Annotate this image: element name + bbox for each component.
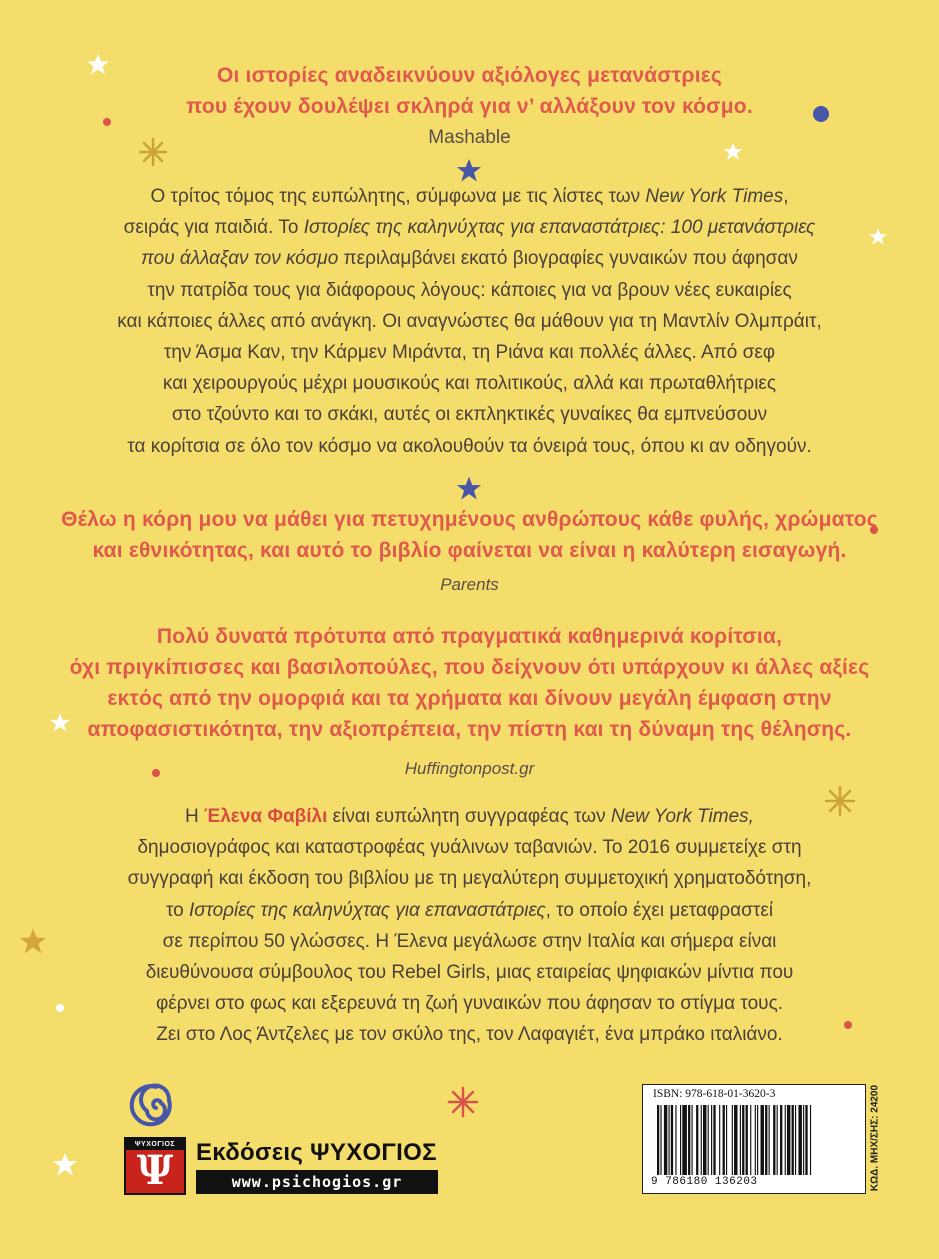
barcode-bar xyxy=(798,1105,801,1175)
quote-huffingtonpost xyxy=(0,621,939,745)
quote-line: Οι ιστορίες αναδεικνύουν αξιόλογες μετανάστριες xyxy=(216,64,723,87)
quote-line: Πολύ δυνατά πρότυπα από πραγματικά καθημερινά κορίτσια, xyxy=(156,625,783,648)
barcode-bar xyxy=(805,1105,807,1175)
barcode-bar xyxy=(746,1105,748,1175)
blue-spiral-icon xyxy=(132,1086,170,1125)
barcode-bar xyxy=(713,1105,715,1175)
quote-line: Θέλω η κόρη μου να μάθει για πετυχημένους ανθρώπους κάθε φυλής, χρώματος xyxy=(61,508,878,531)
barcode-bar xyxy=(732,1105,733,1175)
barcode-bar xyxy=(723,1105,725,1175)
barcode-bar xyxy=(803,1105,804,1175)
barcode-bar xyxy=(773,1105,775,1175)
quote-source: Huffingtonpost.gr xyxy=(404,759,535,778)
quote-line: όχι πριγκίπισσες και βασιλοπούλες, που δείχνουν ότι υπάρχουν κι άλλες αξίες xyxy=(69,656,870,679)
barcode-bar xyxy=(757,1105,758,1175)
quote-parents xyxy=(0,504,939,566)
blue-star-icon xyxy=(457,477,481,500)
publisher-name: Εκδόσεις ΨΥΧΟΓΙΟΣ xyxy=(196,1139,437,1166)
barcode-bar xyxy=(761,1105,764,1175)
barcode-bar xyxy=(726,1105,727,1175)
barcode-bar xyxy=(792,1105,794,1175)
isbn-label: ISBN: 978-618-01-3620-3 xyxy=(653,1088,776,1100)
red-sparkle-icon xyxy=(449,1088,477,1116)
barcode-bar xyxy=(711,1105,712,1175)
barcode-digits: 9 786180 136203 xyxy=(651,1176,758,1188)
quote-line: που έχουν δουλέψει σκληρά για ν’ αλλάξουν τον κόσμο. xyxy=(186,95,753,118)
blue-star-icon xyxy=(457,159,481,182)
publisher-url: www.psichogios.gr xyxy=(196,1170,438,1194)
barcode-bar xyxy=(785,1105,786,1175)
book-description: Ο τρίτος τόμος της ευπώλητης, σύμφωνα με τις λίστες των New York Times, σειράς για παιδιά. Το Ιστορίες της καληνύχτας για επαναστάτριες: 100 μετανάστριες που άλλαξαν τον κόσμο περιλαμβάνει εκατό βιογραφίες γυναικών που άφησαν την πατρίδα τους για διάφορους λόγους: κάποιες για να βρουν νέες ευκαιρίες και κάποιες άλλες από ανάγκη. Οι αναγνώστες θα μάθουν για τη Μαντλίν Ολμπράιτ, την Άσμα Καν, την Κάρμεν Μιράντα, τη Ριάνα και πολλές άλλες. Από σεφ και χειρουργούς μέχρι μουσικούς και πολιτικούς, αλλά και πρωταθλήτριες στο τζούντο και το σκάκι, αυτές οι εκπληκτικές γυναίκες θα εμπνεύσουν τα κορίτσια σε όλο τον κόσμο να ακολουθούν τα όνειρά τους, όπου κι αν οδηγούν. xyxy=(117,186,822,457)
barcode-bar xyxy=(696,1105,698,1175)
white-star-icon xyxy=(53,1153,77,1176)
barcode-bar xyxy=(769,1105,770,1175)
barcode-bar xyxy=(777,1105,778,1175)
barcode-bar xyxy=(734,1105,737,1175)
quote-source: Mashable xyxy=(428,127,511,148)
quote-source: Parents xyxy=(440,575,499,594)
barcode-bar xyxy=(750,1105,751,1175)
barcode-bar xyxy=(660,1105,661,1175)
barcode-bar xyxy=(692,1105,693,1175)
quote-mashable xyxy=(0,60,939,122)
barcode-bar xyxy=(682,1105,687,1175)
publisher-logo xyxy=(124,1137,442,1195)
publisher-emblem: ΨΥΧΟΓΙΟΣ Ψ xyxy=(124,1137,186,1195)
barcode-bar xyxy=(708,1105,709,1175)
quote-line: και εθνικότητας, και αυτό το βιβλίο φαίνεται να είναι η καλύτερη εισαγωγή. xyxy=(92,539,847,562)
barcode xyxy=(642,1084,866,1194)
author-name: Έλενα Φαβίλι xyxy=(204,806,328,827)
barcode-bar xyxy=(742,1105,744,1175)
quote-line: εκτός από την ομορφιά και τα χρήματα και δίνουν μεγάλη έμφαση στην xyxy=(107,687,832,710)
barcode-bar xyxy=(664,1105,667,1175)
quote-line: αποφασιστικότητα, την αξιοπρέπεια, την πίστη και τη δύναμη της θέλησης. xyxy=(87,718,852,741)
barcode-bar xyxy=(755,1105,756,1175)
barcode-bar xyxy=(701,1105,702,1175)
barcode-bar xyxy=(688,1105,690,1175)
barcode-bar xyxy=(703,1105,706,1175)
barcode-bar xyxy=(780,1105,782,1175)
barcode-bar xyxy=(810,1105,811,1175)
barcode-bar xyxy=(671,1105,673,1175)
barcode-bars xyxy=(657,1105,853,1177)
barcode-bar xyxy=(680,1105,681,1175)
author-bio: Η Έλενα Φαβίλι είναι ευπώλητη συγγραφέας των New York Times, δημοσιογράφος και καταστροφέας γυάλινων ταβανιών. Το 2016 συμμετείχε στη συγγραφή και έκδοση του βιβλίου με τη μεγαλύτερη συμμετοχική χρηματοδότηση, το Ιστορίες της καληνύχτας για επαναστάτριες, το οποίο έχει μεταφραστεί σε περίπου 50 γλώσσες. Η Έλενα μεγάλωσε στην Ιταλία και σήμερα είναι διευθύνουσα σύμβουλος του Rebel Girls, μιας εταιρείας ψηφιακών μίντια που φέρνει στο φως και εξερευνά τη ζωή γυναικών που άφησαν το στίγμα τους. Ζει στο Λος Άντζελες με τον σκύλο της, τον Λαφαγιέτ, ένα μπράκο ιταλιάνο. xyxy=(127,806,812,1046)
barcode-bar xyxy=(795,1105,796,1175)
barcode-bar xyxy=(740,1105,741,1175)
barcode-bar xyxy=(765,1105,767,1175)
barcode-bar xyxy=(787,1105,790,1175)
barcode-bar xyxy=(657,1105,659,1175)
barcode-bar xyxy=(669,1105,670,1175)
barcode-bar xyxy=(675,1105,676,1175)
product-code: ΚΩΔ. ΜΗΧ/ΣΗΣ: 24200 xyxy=(869,1084,881,1192)
barcode-bar xyxy=(719,1105,720,1175)
